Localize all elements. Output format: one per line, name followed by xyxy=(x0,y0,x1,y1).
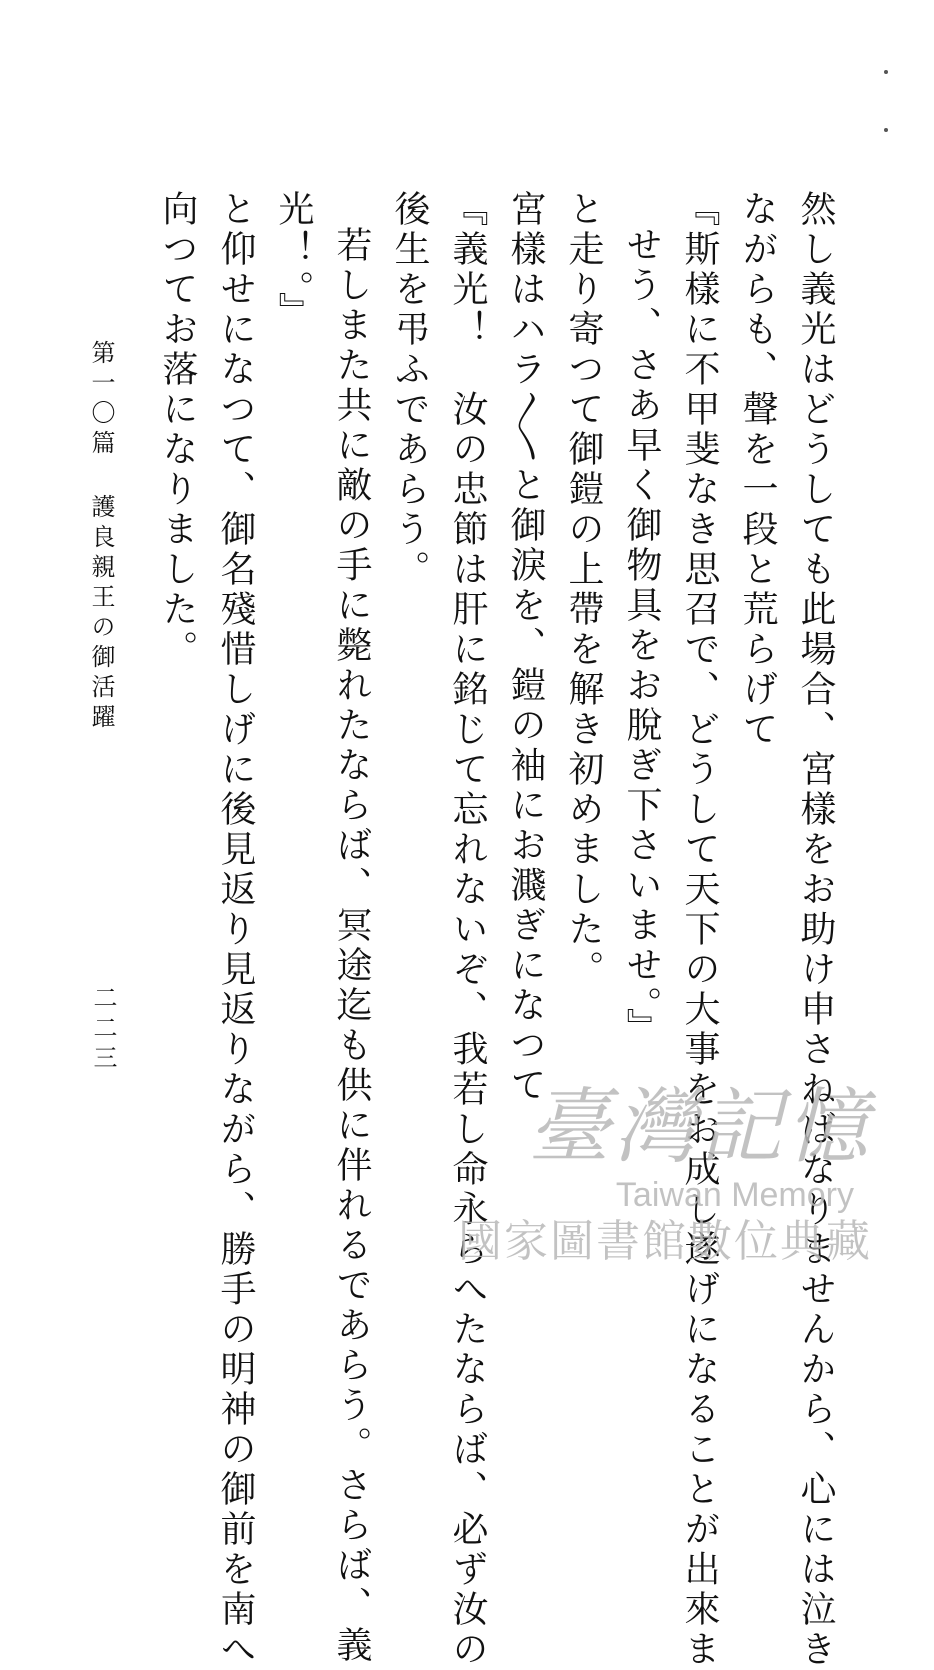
text-line: 向つてお落になりました。 xyxy=(157,190,198,670)
text-line: 宮樣はハラ〳〵と御淚を、鎧の袖にお濺ぎになつて xyxy=(505,190,546,1106)
text-line: ながらも、聲を一段と荒らげて xyxy=(737,190,778,750)
text-line: せう、さあ早く御物具をお脫ぎ下さいませ。』 xyxy=(621,226,662,1048)
page-number: 二二三 xyxy=(89,985,117,1075)
scan-speck xyxy=(884,70,888,74)
watermark xyxy=(402,1080,872,1270)
watermark-english: Taiwan Memory xyxy=(615,1176,854,1214)
chapter-label: 第一〇篇 xyxy=(87,340,115,460)
watermark-chinese: 國家圖書館數位典藏 xyxy=(458,1216,872,1267)
text-line: 後生を弔ふであらう。 xyxy=(389,190,430,590)
text-line: と走り寄つて御鎧の上帶を解き初めました。 xyxy=(563,190,604,990)
text-line: 然し義光はどうしても此場合、宮樣をお助け申さねばなりませんから、心には泣き xyxy=(795,190,836,1670)
watermark-logo: 臺灣記憶 xyxy=(528,1080,872,1175)
chapter-title: 護良親王の御活躍 xyxy=(87,494,115,734)
text-line: 若しまた共に敵の手に斃れたならば、冥途迄も供に伴れるであらう。さらば、義 xyxy=(331,226,372,1666)
scan-speck xyxy=(884,128,888,132)
running-header xyxy=(84,340,119,734)
text-line: と仰せになつて、御名殘惜しげに後見返り見返りながら、勝手の明神の御前を南へ xyxy=(215,190,256,1670)
text-line: 光！。』 xyxy=(273,190,314,332)
text-line: 『斯樣に不甲斐なき思召で、どうして天下の大事をお成し遂げになることが出來ま xyxy=(679,190,720,1670)
text-line: 『義光！ 汝の忠節は肝に銘じて忘れないぞ、我若し命永らへたならば、必ず汝の xyxy=(447,190,488,1670)
